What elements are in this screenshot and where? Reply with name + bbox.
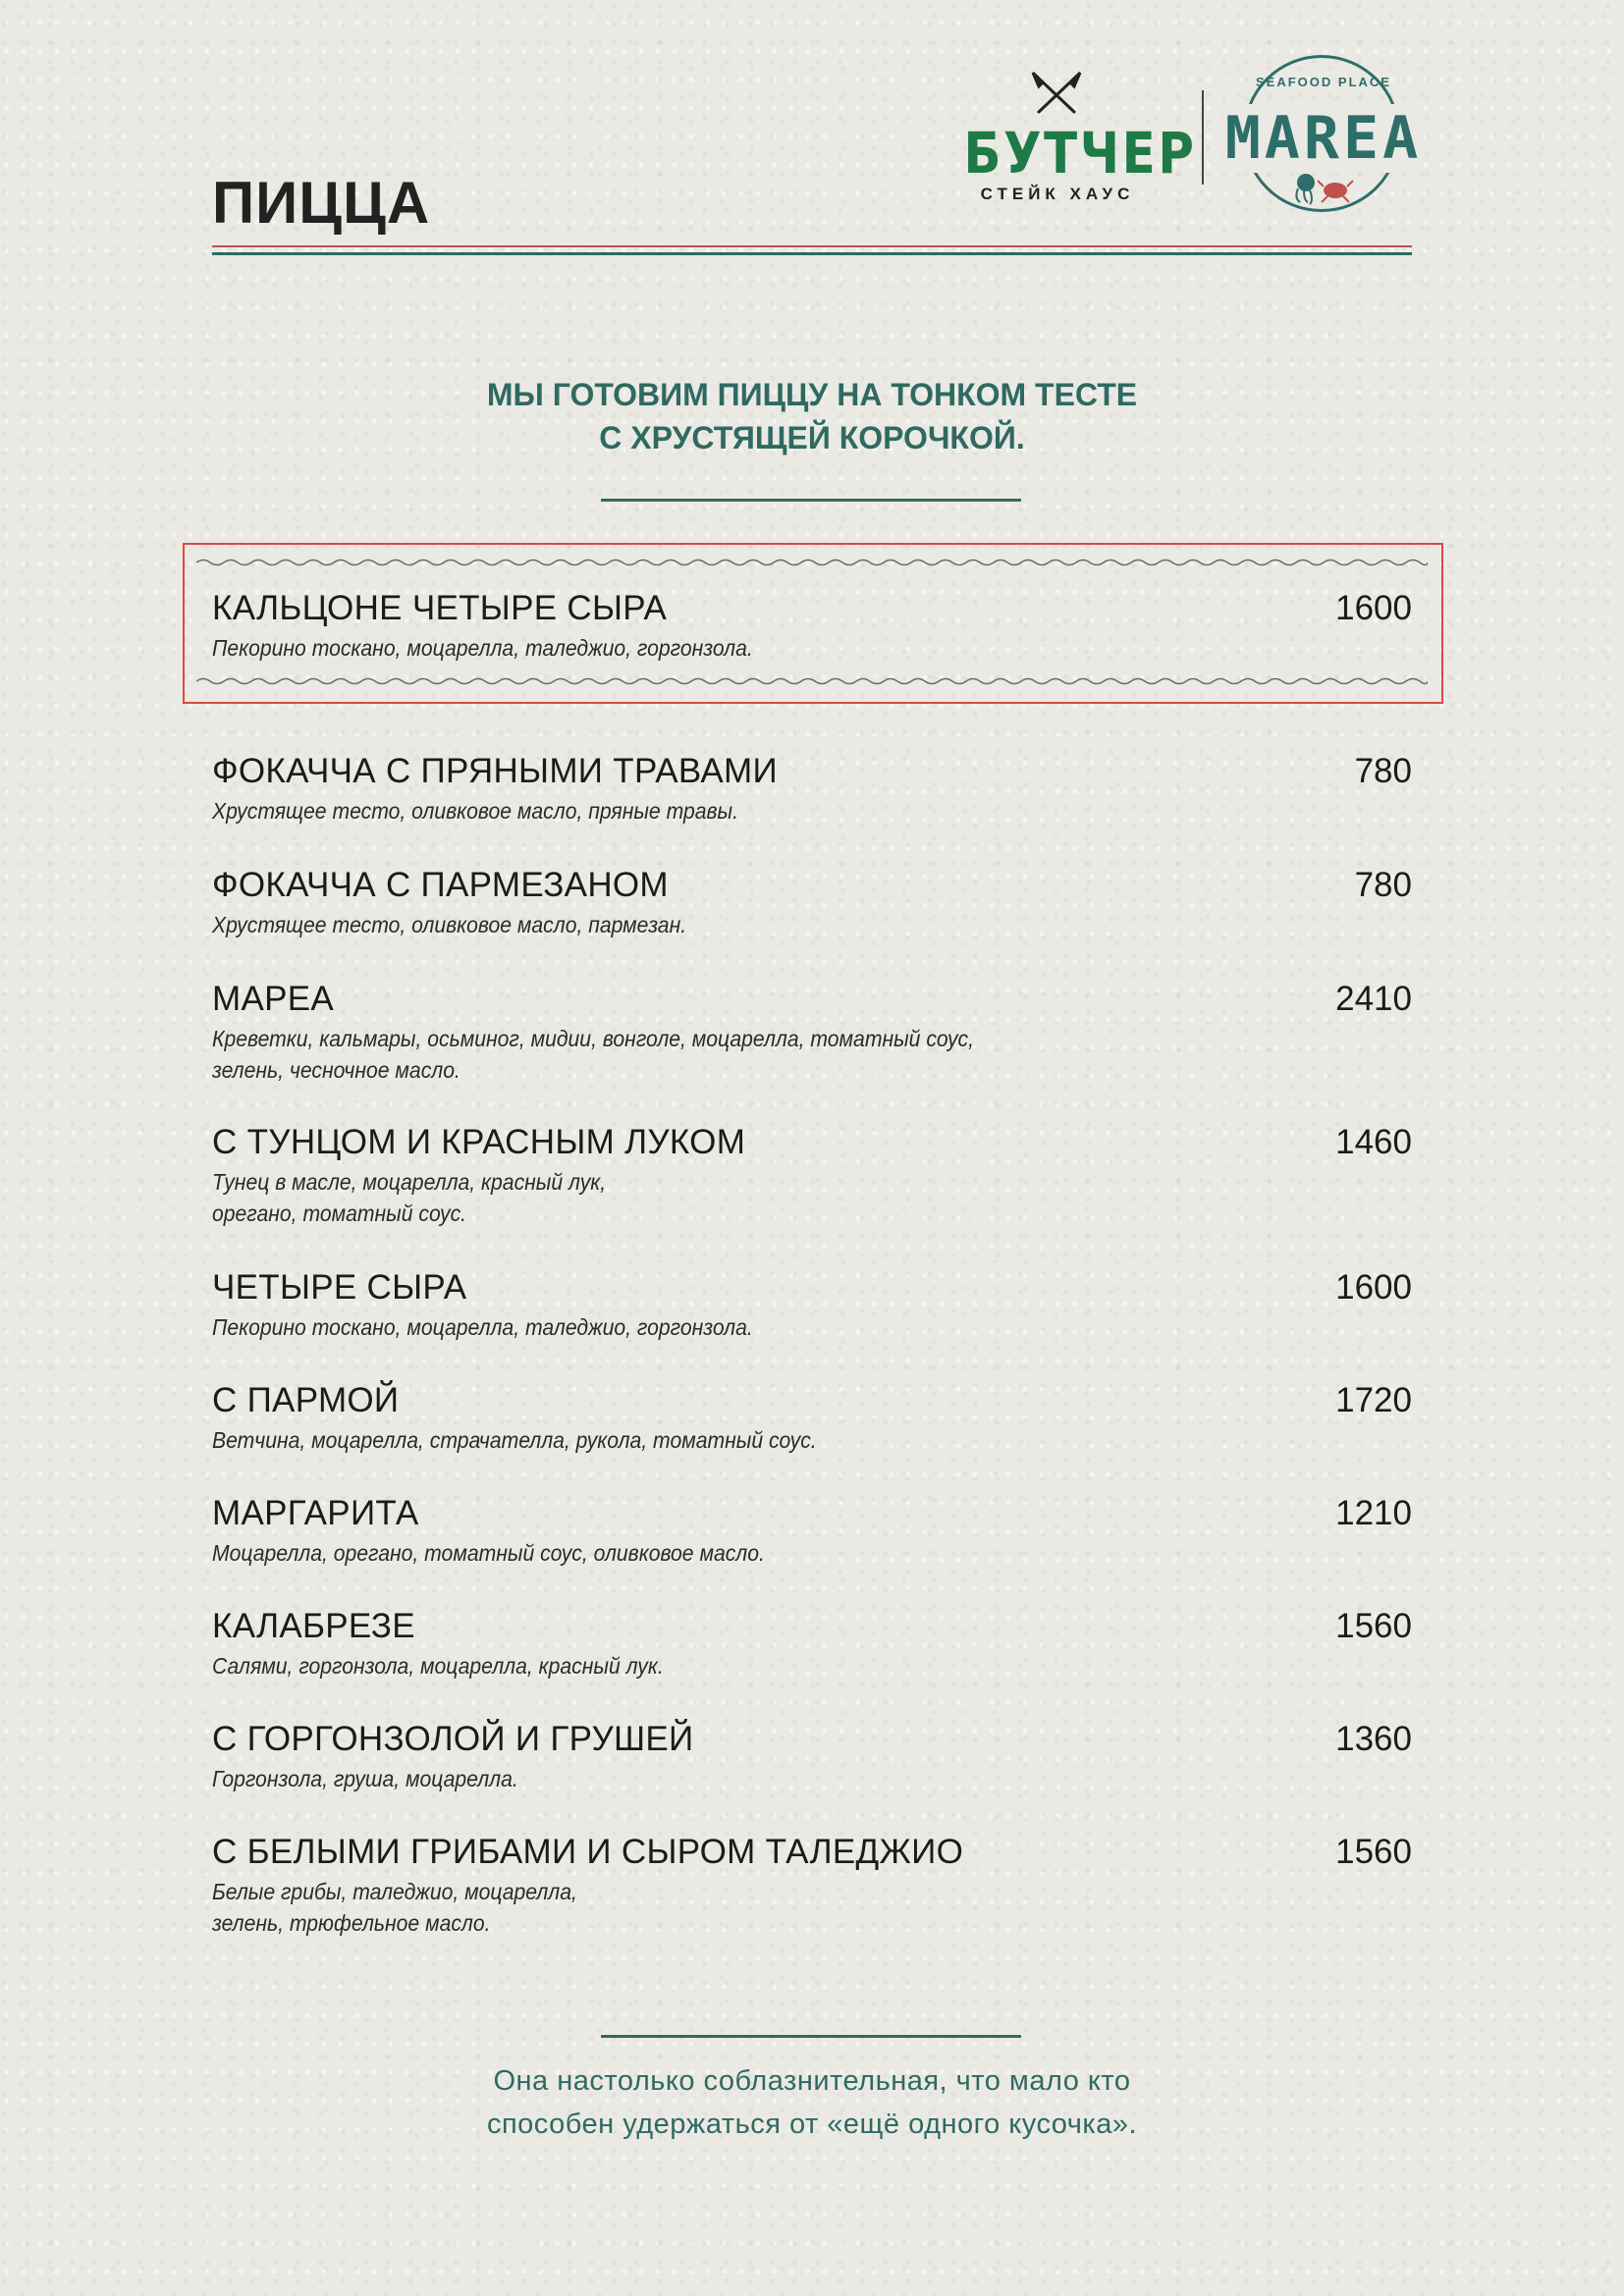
footer-rule (601, 2035, 1021, 2038)
item-name: С ПАРМОЙ (212, 1381, 400, 1419)
item-description-line: Креветки, кальмары, осьминог, мидии, вонголе, моцарелла, томатный соус, (212, 1026, 975, 1051)
item-description (212, 1763, 1115, 1794)
item-price: 1210 (1335, 1494, 1412, 1532)
butcher-logo (948, 69, 1197, 206)
header-rule-red (212, 245, 1412, 247)
item-description (212, 795, 1115, 827)
item-description-line: Пекорино тоскано, моцарелла, таледжио, горгонзола. (212, 1314, 753, 1340)
item-name: С ТУНЦОМ И КРАСНЫМ ЛУКОМ (212, 1123, 746, 1161)
item-description (212, 1311, 1115, 1343)
item-description (212, 1166, 1115, 1229)
item-description-line: Салями, горгонзола, моцарелла, красный лук. (212, 1653, 664, 1679)
item-description-line: Горгонзола, груша, моцарелла. (212, 1766, 518, 1791)
item-description-line: Хрустящее тесто, оливковое масло, пряные травы. (212, 798, 738, 824)
item-name: ФОКАЧЧА С ПРЯНЫМИ ТРАВАМИ (212, 752, 778, 790)
item-description (212, 909, 1115, 940)
item-price: 780 (1354, 866, 1412, 904)
intro-line-2: С ХРУСТЯЩЕЙ КОРОЧКОЙ. (599, 420, 1025, 455)
item-name: МАРЕА (212, 980, 335, 1018)
item-price: 2410 (1335, 980, 1412, 1018)
header-rule (212, 245, 1412, 255)
item-name: КАЛЬЦОНЕ ЧЕТЫРЕ СЫРА (212, 589, 668, 627)
marea-tagline: SEAFOOD PLACE (1256, 75, 1391, 89)
crossed-knives-icon (1027, 69, 1086, 118)
intro-line-1: МЫ ГОТОВИМ ПИЦЦУ НА ТОНКОМ ТЕСТЕ (486, 377, 1138, 412)
item-name: КАЛАБРЕЗЕ (212, 1607, 415, 1645)
item-description-line: Ветчина, моцарелла, страчателла, рукола, томатный соус. (212, 1427, 817, 1453)
item-name: С ГОРГОНЗОЛОЙ И ГРУШЕЙ (212, 1720, 694, 1758)
item-description (212, 1023, 1115, 1086)
item-name: МАРГАРИТА (212, 1494, 419, 1532)
item-description-line: Белые грибы, таледжио, моцарелла, (212, 1879, 577, 1904)
item-description-line: Хрустящее тесто, оливковое масло, пармезан. (212, 912, 687, 937)
item-description (212, 1876, 1115, 1939)
item-description (212, 632, 1115, 664)
intro-rule (601, 499, 1021, 502)
item-price: 1360 (1335, 1720, 1412, 1758)
footer-line-1: Она настолько соблазнительная, что мало кто (493, 2065, 1131, 2097)
item-description-line: Тунец в масле, моцарелла, красный лук, (212, 1169, 607, 1195)
octopus-crab-emblem-icon (1284, 167, 1363, 206)
item-name: ЧЕТЫРЕ СЫРА (212, 1268, 467, 1307)
item-price: 1720 (1335, 1381, 1412, 1419)
item-price: 780 (1354, 752, 1412, 790)
page-title: ПИЦЦА (212, 170, 431, 236)
item-description-line: орегано, томатный соус. (212, 1201, 467, 1226)
item-price: 1560 (1335, 1607, 1412, 1645)
item-price: 1600 (1335, 589, 1412, 627)
item-price: 1560 (1335, 1833, 1412, 1871)
item-price: 1600 (1335, 1268, 1412, 1307)
butcher-brand: БУТЧЕР (963, 120, 1197, 187)
footer-line-2: способен удержаться от «ещё одного кусочка». (486, 2109, 1138, 2140)
item-name: С БЕЛЫМИ ГРИБАМИ И СЫРОМ ТАЛЕДЖИО (212, 1833, 964, 1871)
marea-logo (1224, 47, 1423, 224)
item-description-line: Пекорино тоскано, моцарелла, таледжио, горгонзола. (212, 635, 753, 661)
wave-divider-top (196, 558, 1428, 567)
item-description-line: зелень, чесночное масло. (212, 1057, 460, 1083)
item-description (212, 1424, 1115, 1456)
header-rule-green (212, 252, 1412, 255)
item-description-line: зелень, трюфельное масло. (212, 1910, 491, 1936)
marea-brand: MAREA (1224, 104, 1423, 173)
item-name: ФОКАЧЧА С ПАРМЕЗАНОМ (212, 866, 669, 904)
item-description (212, 1650, 1115, 1682)
item-price: 1460 (1335, 1123, 1412, 1161)
item-description (212, 1537, 1115, 1569)
intro-text (0, 373, 1624, 459)
butcher-subtitle: СТЕЙК ХАУС (980, 185, 1135, 203)
wave-divider-bottom (196, 676, 1428, 686)
item-description-line: Моцарелла, орегано, томатный соус, оливковое масло. (212, 1540, 765, 1566)
logo-divider (1202, 90, 1204, 185)
footer-text (0, 2059, 1624, 2146)
